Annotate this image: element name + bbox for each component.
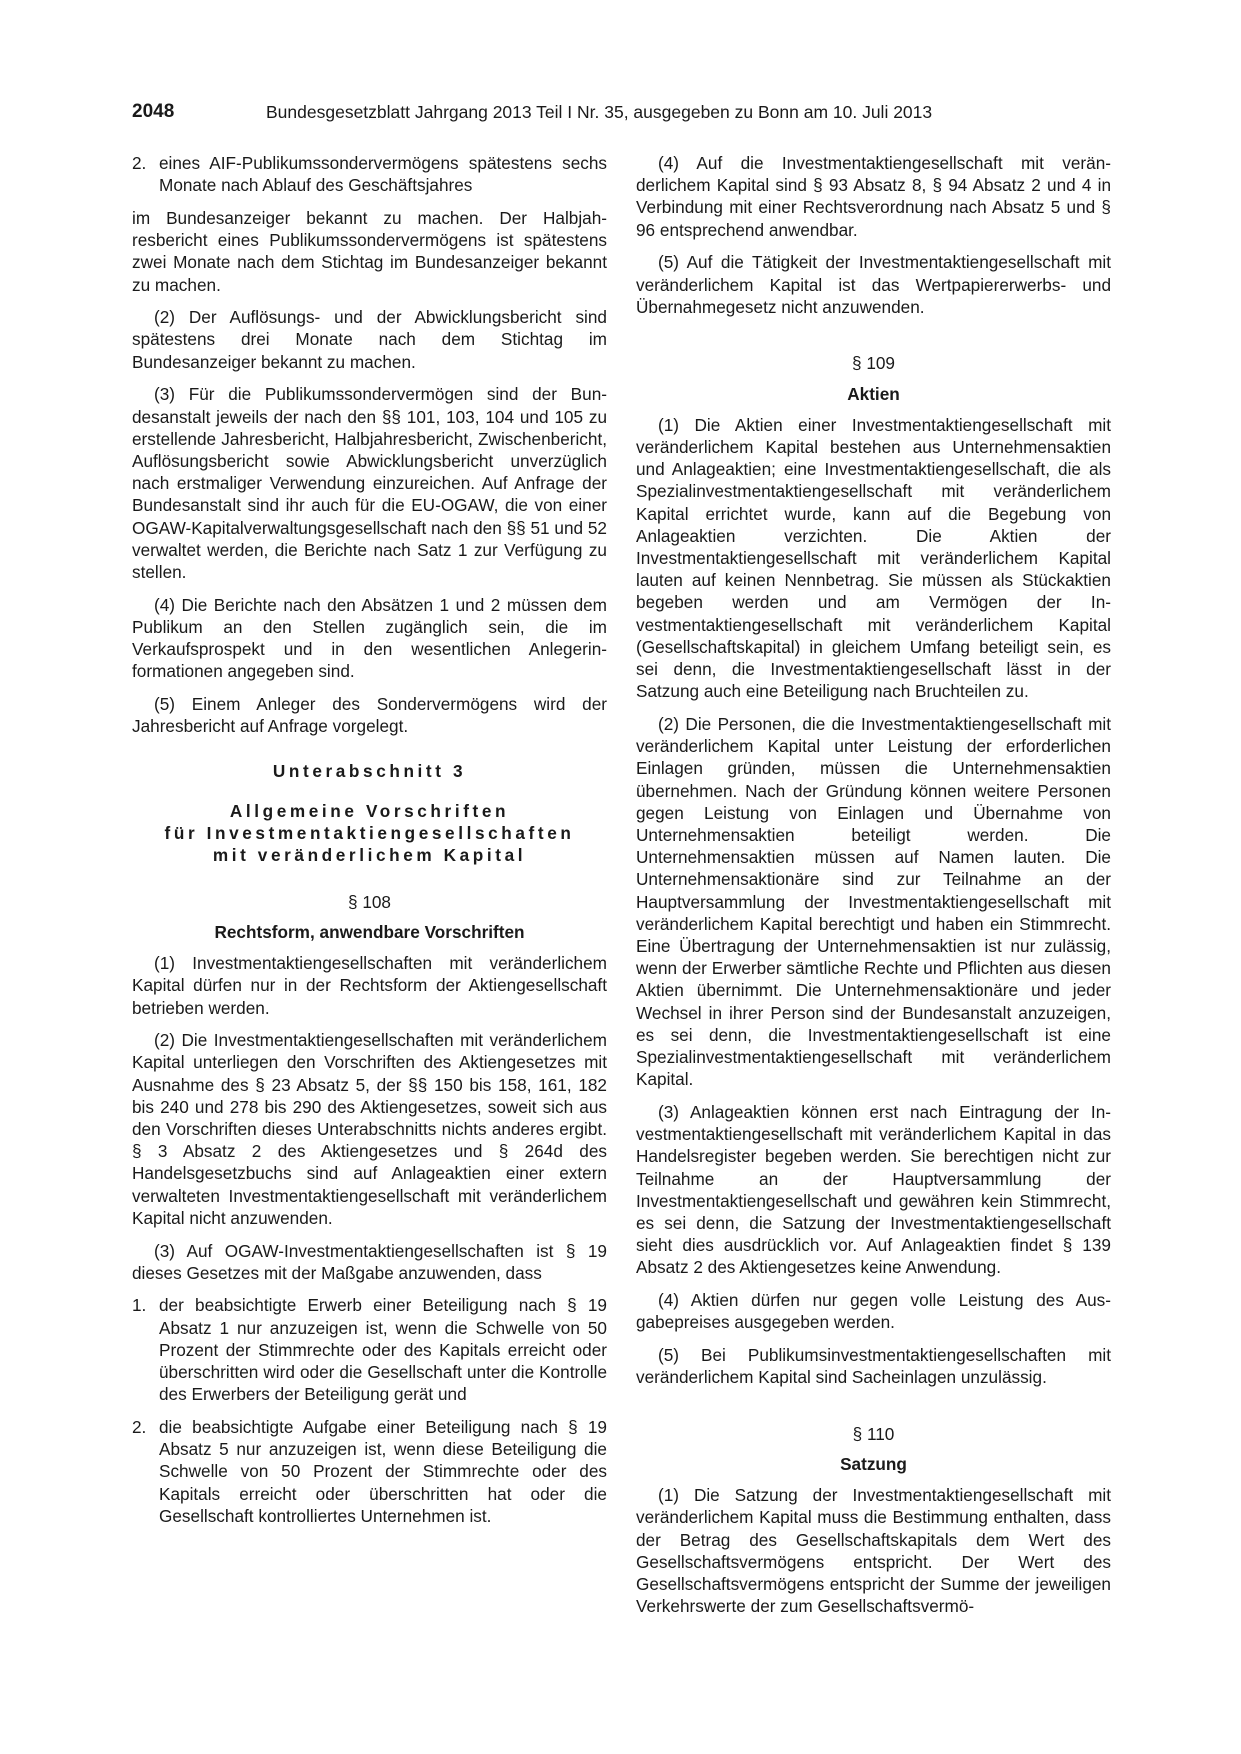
paragraph: (2) Der Auflösungs- und der Abwicklungsbericht sind spätestens drei Monate nach dem Stichtag im Bundesanzeiger bekannt zu machen. xyxy=(132,307,607,372)
item-text: eines AIF-Publikumssondervermögens spätestens sechs Monate nach Ablauf des Geschäftsjahres xyxy=(159,153,607,196)
paragraph: (3) Auf OGAW-Investmentaktiengesellschaften ist § 19 dieses Gesetzes mit der Maßgabe anzuwenden, dass xyxy=(132,1240,607,1283)
section-number: § 108 xyxy=(347,891,391,912)
section-number: § 109 xyxy=(851,353,895,374)
section-title: Aktien xyxy=(847,383,900,404)
paragraph: (4) Die Berichte nach den Absätzen 1 und 2 müssen dem Publikum an den Stellen zugänglich sein, die im Verkaufsprospekt und in den wesentlichen Anlegerinformationen angegeben sind. xyxy=(132,594,607,682)
subsection-title-line: Allgemeine Vorschriften xyxy=(229,801,510,822)
subsection-title-line: mit veränderlichem Kapital xyxy=(212,845,527,866)
paragraph: (5) Bei Publikumsinvestmentaktiengesellschaften mit veränderlichem Kapital sind Sacheinlagen unzulässig. xyxy=(636,1344,1111,1388)
item-text: die beabsichtigte Aufgabe einer Beteiligung nach § 19 Absatz 5 nur anzuzeigen ist, wenn diese Beteiligung die Schwelle von 50 Prozent der Stimmrechte oder des Kapitals erreicht oder überschritten hat oder die Gesellschaft kontrolliertes Unternehmen ist. xyxy=(159,1416,607,1526)
section-number: § 110 xyxy=(852,1423,895,1444)
left-column xyxy=(132,152,607,1537)
section-title: Satzung xyxy=(840,1454,907,1475)
item-number: 2. xyxy=(132,153,147,173)
list-item xyxy=(132,1294,607,1405)
list-item xyxy=(132,152,607,196)
list-item xyxy=(132,1416,607,1527)
item-number: 1. xyxy=(132,1295,147,1316)
subsection-title-line: für Investmentaktiengesellschaften xyxy=(164,823,575,844)
item-number: 2. xyxy=(132,1416,147,1437)
paragraph: (3) Anlageaktien können erst nach Eintragung der Investmentaktiengesellschaft mit veränderlichem Kapital in das Handelsregister begeben werden. Sie berechtigen nicht zur Teilnahme an der Hauptversammlung der Investmentaktiengesellschaft und gewähren kein Stimmrecht, es sei denn, die Satzung der Investmentaktiengesellschaft sieht dies ausdrücklich vor. Auf Anlageaktien findet § 139 Absatz 2 des Aktiengesetzes keine Anwendung. xyxy=(636,1101,1111,1278)
paragraph: im Bundesanzeiger bekannt zu machen. Der Halbjahresbericht eines Publikumssondervermögens ist spätestens zwei Monate nach dem Stichtag im Bundesanzeiger bekannt zu machen. xyxy=(132,207,607,295)
paragraph: (1) Die Satzung der Investmentaktiengesellschaft mit veränderlichem Kapital muss die Bestimmung enthalten, dass der Betrag des Gesellschaftskapitals dem Wert des Gesellschaftsvermögens entspricht. Der Wert des Gesellschaftsvermögens entspricht der Summe der jeweiligen Verkehrswerte der zum Gesellschaftsvermö- xyxy=(636,1485,1111,1617)
page-header xyxy=(132,101,1112,127)
section-title: Rechtsform, anwendbare Vorschriften xyxy=(214,921,525,942)
subsection-label: Unterabschnitt 3 xyxy=(272,760,467,781)
paragraph: (2) Die Personen, die die Investmentaktiengesellschaft mit veränderlichem Kapital unter Leistung der erforderlichen Einlagen gründen, müssen die Unternehmensaktien übernehmen. Nach der Gründung können weitere Personen gegen Leistung von Einlagen und Übernahme von Unternehmensaktien beteiligt werden. Die Unternehmensaktien müssen auf Namen lauten. Die Unternehmensaktionäre sind zur Teilnahme an der Hauptversammlung der Investmentaktiengesellschaft mit veränderlichem Kapital berechtigt und haben ein Stimmrecht. Eine Übertragung der Unternehmensaktien ist nur zulässig, wenn der Erwerber sämtliche Rechte und Pflichten aus diesen Aktien übernimmt. Die Unternehmensaktionäre und jeder Wechsel in ihrer Person sind der Bundesanstalt anzuzeigen, es sei denn, die Investmentaktiengesellschaft ist eine Spezialinvestmentaktiengesellschaft mit veränderlichem Kapital. xyxy=(636,713,1111,1090)
paragraph: (4) Auf die Investmentaktiengesellschaft mit veränderlichem Kapital sind § 93 Absatz 8, § 94 Absatz 2 und 4 in Verbindung mit einer Rechtsverordnung nach Absatz 5 und § 96 entsprechend anwendbar. xyxy=(636,153,1111,240)
page-number: 2048 xyxy=(132,101,175,122)
paragraph: (3) Für die Publikumssondervermögen sind der Bundesanstalt jeweils der nach den §§ 101, 103, 104 und 105 zu erstellende Jahresbericht, Halbjahresbericht, Zwischenbericht, Auflösungsbericht sowie Abwicklungsbericht unverzüglich nach erstmaliger Verwendung einzureichen. Auf Anfrage der Bundesanstalt sind ihr auch für die EU-OGAW, die von einer OGAW-Kapitalverwaltungsgesellschaft nach den §§ 51 und 52 verwaltet werden, die Berichte nach Satz 1 zur Verfügung zu stellen. xyxy=(132,384,607,582)
paragraph: (2) Die Investmentaktiengesellschaften mit veränderlichem Kapital unterliegen den Vorschriften des Aktiengesetzes mit Ausnahme des § 23 Absatz 5, der §§ 150 bis 158, 161, 182 bis 240 und 278 bis 290 des Aktiengesetzes, soweit sich aus den Vorschriften dieses Unterabschnitts nichts anderes ergibt. § 3 Absatz 2 des Aktiengesetzes und § 264d des Handelsgesetzbuchs sind auf Anlageaktien einer extern verwalteten Investmentaktiengesellschaft mit veränderlichem Kapital nicht anzuwenden. xyxy=(132,1030,607,1228)
running-head: Bundesgesetzblatt Jahrgang 2013 Teil I Nr. 35, ausgegeben zu Bonn am 10. Juli 2013 xyxy=(266,102,933,122)
paragraph: (5) Einem Anleger des Sondervermögens wird der Jahresbericht auf Anfrage vorgelegt. xyxy=(132,693,607,737)
paragraph: (4) Aktien dürfen nur gegen volle Leistung des Ausgabepreises ausgegeben werden. xyxy=(636,1290,1111,1333)
paragraph: (1) Die Aktien einer Investmentaktiengesellschaft mit veränderlichem Kapital bestehen aus Unternehmensaktien und Anlageaktien; eine Investmentaktiengesellschaft, die als Spezialinvestmentaktiengesellschaft mit veränderlichem Kapital errichtet wurde, kann auf die Begebung von Anlageaktien verzichten. Die Aktien der Investmentaktiengesellschaft mit veränderlichem Kapital lauten auf keinen Nennbetrag. Sie müssen als Stückaktien begeben werden und am Vermögen der Investmentaktiengesellschaft mit veränderlichem Kapital (Gesellschaftskapital) in gleichem Umfang beteiligt sein, es sei denn, die Investmentaktiengesellschaft lässt in der Satzung auch eine Beteiligung nach Bruchteilen zu. xyxy=(636,414,1111,702)
item-text: der beabsichtigte Erwerb einer Beteiligung nach § 19 Absatz 1 nur anzuzeigen ist, wenn die Schwelle von 50 Prozent der Stimmrechte oder des Kapitals erreicht oder überschritten wird oder die Gesellschaft unter die Kontrolle des Erwerbers der Beteiligung gerät und xyxy=(159,1295,607,1405)
paragraph: (1) Investmentaktiengesellschaften mit veränderlichem Kapital dürfen nur in der Rechtsform der Aktiengesellschaft betrieben werden. xyxy=(132,953,607,1018)
paragraph: (5) Auf die Tätigkeit der Investmentaktiengesellschaft mit veränderlichem Kapital ist das Wertpapiererwerbs- und Übernahmegesetz nicht anzuwenden. xyxy=(636,252,1111,317)
right-column xyxy=(636,152,1111,1628)
